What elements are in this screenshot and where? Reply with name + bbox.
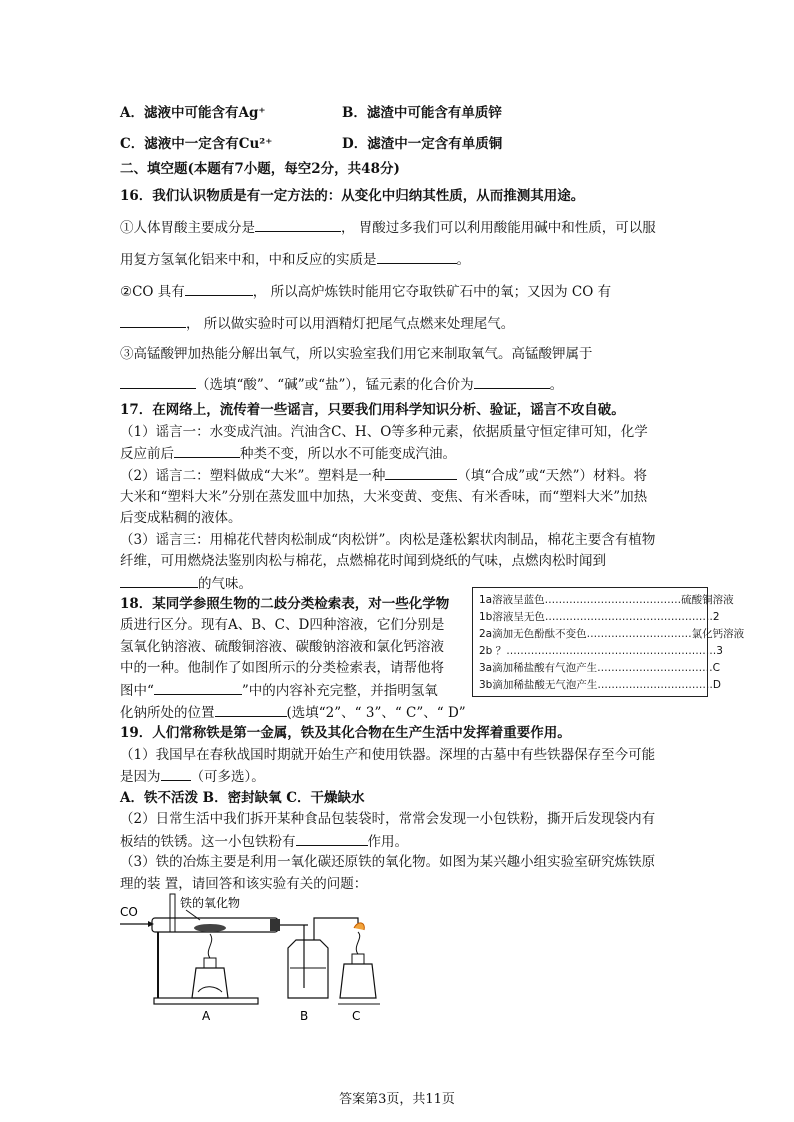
stand-base xyxy=(154,998,258,1004)
key-row xyxy=(479,677,721,694)
q19-line4 xyxy=(120,832,408,851)
page-footer: 答案第3页，共11页 xyxy=(339,1092,455,1107)
text: （2）谣言二：塑料做成“大米”。塑料是一种 xyxy=(120,468,386,484)
answer-blank[interactable] xyxy=(377,250,457,264)
q16-line4 xyxy=(120,314,514,333)
text: 。 xyxy=(456,252,470,268)
label-c: C xyxy=(352,1009,361,1023)
q18-line3: 氢氧化钠溶液、硫酸铜溶液、碳酸钠溶液和氯化钙溶液 xyxy=(120,639,444,655)
q17-line8 xyxy=(120,574,252,593)
text: ②CO 具有 xyxy=(120,284,185,300)
option-c: C．滤液中一定含有Cu²⁺ xyxy=(120,136,273,152)
option-a: A．滤液中可能含有Ag⁺ xyxy=(120,105,266,121)
flame-c xyxy=(356,932,359,954)
answer-blank[interactable] xyxy=(215,703,287,717)
answer-blank[interactable] xyxy=(120,574,198,588)
option-row-cd xyxy=(120,135,503,153)
text: （填“合成”或“天然”）材料。将 xyxy=(457,468,648,484)
text: 。 xyxy=(549,377,564,393)
text: ， 胃酸过多我们可以利用酸能用碱中和性质，可以服 xyxy=(341,220,656,236)
alcohol-lamp-a xyxy=(192,968,228,998)
text: 作用。 xyxy=(367,834,408,850)
key-row xyxy=(479,626,745,643)
co-label: CO xyxy=(120,905,138,919)
q16-line3 xyxy=(120,282,611,301)
q18-line1 xyxy=(120,595,449,613)
key-right: 3 xyxy=(716,645,723,657)
lamp-wick-holder xyxy=(204,958,216,968)
q17-line6: （3）谣言三：用棉花代替肉松制成“肉松饼”。肉松是蓬松絮状肉制品，棉花主要含有植物 xyxy=(120,532,656,548)
stopper xyxy=(270,919,280,931)
q19-line1: （1）我国早在春秋战国时期就开始生产和使用铁器。深埋的古墓中有些铁器保存至今可能 xyxy=(120,747,656,763)
option-d: D．滤渣中一定含有单质铜 xyxy=(342,136,503,152)
dot-leader: ………………………… xyxy=(586,628,692,640)
q16-line2 xyxy=(120,250,470,269)
q16-line1 xyxy=(120,218,656,237)
text: ③高锰酸钾加热能分解出氧气，所以实验室我们用它来制取氧气。高锰酸钾属于 xyxy=(120,346,593,362)
q16-line6 xyxy=(120,375,563,394)
label-a: A xyxy=(202,1009,211,1023)
option-b: B．滤渣中可能含有单质锌 xyxy=(342,105,502,121)
text: 的气味。 xyxy=(198,576,252,592)
key-left: 3b滴加稀盐酸无气泡产生 xyxy=(479,679,598,691)
key-left: 2a滴加无色酚酞不变色 xyxy=(479,628,587,640)
ironmaking-apparatus-diagram xyxy=(118,888,418,1023)
answer-blank[interactable] xyxy=(154,681,242,695)
q17-line7: 纤维，可用燃烧法鉴别肉松与棉花，点燃棉花时闻到烧纸的气味，点燃肉松时闻到 xyxy=(120,553,606,569)
key-right: 硫酸铜溶液 xyxy=(681,594,734,606)
q17-line2 xyxy=(120,444,456,463)
key-right: C xyxy=(712,662,720,674)
key-row xyxy=(479,609,720,626)
q17-stem: 17．在网络上，流传着一些谣言，只要我们用科学知识分析、验证，谣言不攻自破。 xyxy=(120,402,625,418)
text: 图中“ xyxy=(120,683,154,699)
answer-blank[interactable] xyxy=(174,444,240,458)
arrow-head xyxy=(148,921,154,927)
answer-blank[interactable] xyxy=(255,218,341,232)
q18-line2: 质进行区分。现有A、B、C、D四种溶液，它们分别是 xyxy=(120,617,445,633)
key-row xyxy=(479,660,720,677)
dot-leader: ………………………………………… xyxy=(544,611,713,623)
section-heading: 二、填空题(本题有7小题，每空2分，共48分) xyxy=(120,161,400,177)
text: （可多选）。 xyxy=(190,769,265,785)
text: ， 所以做实验时可以用酒精灯把尾气点燃来处理尾气。 xyxy=(186,316,515,332)
text: （选填“酸”、“碱”或“盐”），锰元素的化合价为 xyxy=(196,377,474,393)
option-row-ab xyxy=(120,104,502,122)
key-left: 1a溶液呈蓝色 xyxy=(479,594,545,606)
key-left: 3a滴加稀盐酸有气泡产生 xyxy=(479,662,598,674)
inlet-tube xyxy=(170,894,175,932)
answer-blank[interactable] xyxy=(120,314,186,328)
label-b: B xyxy=(300,1009,309,1023)
q19-line3: （2）日常生活中我们拆开某种食品包装袋时，常常会发现一小包铁粉，撕开后发现袋内有 xyxy=(120,811,656,827)
answer-blank[interactable] xyxy=(185,282,253,296)
flame-a xyxy=(208,934,211,958)
text: 18．某同学参照生物的二歧分类检索表，对一些化学物 xyxy=(120,596,450,612)
key-right: D xyxy=(712,679,721,691)
q19-line2 xyxy=(120,767,265,786)
alcohol-lamp-c xyxy=(340,964,376,998)
text: 是因为 xyxy=(120,769,161,785)
q19-options: A．铁不活泼 B．密封缺氧 C．干燥缺水 xyxy=(120,790,365,806)
text: ， 所以高炉炼铁时能用它夺取铁矿石中的氧；又因为 CO 有 xyxy=(252,284,612,300)
text: 化钠所处的位置 xyxy=(120,705,215,721)
text: 反应前后 xyxy=(120,446,174,462)
dot-leader: …………………………… xyxy=(597,679,713,691)
dot-leader: ………………………………… xyxy=(544,594,682,606)
dot-leader: …………………………………………………… xyxy=(506,645,717,657)
text: 种类不变，所以水不可能变成汽油。 xyxy=(240,446,456,462)
q17-line4: 大米和“塑料大米”分别在蒸发皿中加热，大米变黄、变焦、有米香味，而“塑料大米”加热 xyxy=(120,489,648,505)
text: 用复方氢氧化铝来中和，中和反应的实质是 xyxy=(120,252,377,268)
answer-blank[interactable] xyxy=(120,375,196,389)
text: 板结的铁锈。这一小包铁粉有 xyxy=(120,834,296,850)
answer-blank[interactable] xyxy=(474,375,550,389)
answer-blank[interactable] xyxy=(296,832,368,846)
key-left: 2b ？ xyxy=(479,645,507,657)
q16-stem: 16．我们认识物质是有一定方法的：从变化中归纳其性质，从而推测其用途。 xyxy=(120,188,585,204)
dot-leader: …………………………… xyxy=(597,662,713,674)
key-right: 2 xyxy=(712,611,720,623)
q18-line4: 中的一种。他制作了如图所示的分类检索表，请帮他将 xyxy=(120,660,444,676)
text: (选填“2”、“ 3”、“ C”、“ D” xyxy=(286,705,466,721)
q19-line5: （3）铁的冶炼主要是利用一氧化碳还原铁的氧化物。如图为某兴趣小组实验室研究炼铁原 xyxy=(120,854,656,870)
key-row xyxy=(479,592,734,609)
lamp-liquid xyxy=(198,987,222,992)
key-right: 氯化钙溶液 xyxy=(691,628,745,640)
wash-bottle-b xyxy=(288,940,328,998)
q18-line5 xyxy=(120,681,438,700)
q18-line6 xyxy=(120,703,466,722)
answer-blank[interactable] xyxy=(161,767,191,781)
q16-line5 xyxy=(120,345,593,363)
text: ①人体胃酸主要成分是 xyxy=(120,220,255,236)
q19-line6: 理的装 置，请回答和该实验有关的问题： xyxy=(120,876,368,892)
classification-key-box xyxy=(472,587,745,697)
outlet-tube-b xyxy=(314,918,358,940)
burning-gas-flame xyxy=(354,923,364,930)
answer-blank[interactable] xyxy=(385,466,457,480)
q19-stem: 19．人们常称铁是第一金属，铁及其化合物在生产生活中发挥着重要作用。 xyxy=(120,725,571,741)
key-row xyxy=(479,643,723,660)
iron-oxide-powder xyxy=(194,924,226,932)
text: ”中的内容补充完整，并指明氢氧 xyxy=(241,683,438,699)
q17-line5: 后变成粘稠的液体。 xyxy=(120,510,242,526)
iron-oxide-label: 铁的氧化物 xyxy=(180,896,241,910)
lamp-wick-holder xyxy=(352,954,364,964)
q17-line1: （1）谣言一：水变成汽油。汽油含C、H、O等多种元素，依据质量守恒定律可知，化学 xyxy=(120,424,648,440)
q17-line3 xyxy=(120,466,647,485)
key-left: 1b溶液呈无色 xyxy=(479,611,545,623)
